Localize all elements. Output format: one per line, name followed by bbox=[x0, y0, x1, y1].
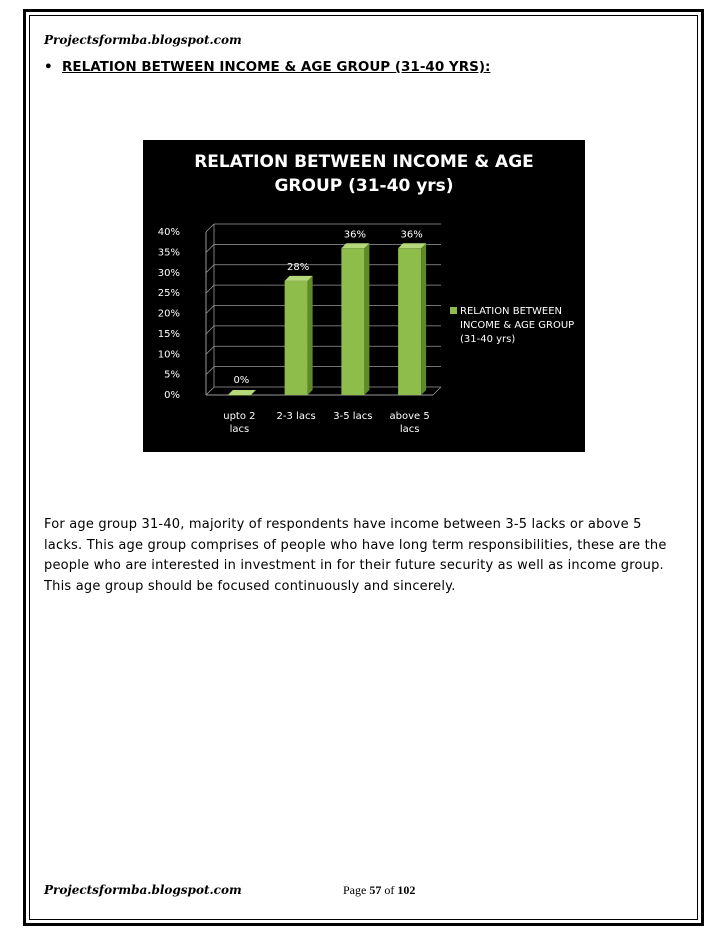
chart-gridline-side bbox=[206, 346, 214, 354]
page-number bbox=[343, 883, 415, 898]
chart-gridline-side bbox=[206, 367, 214, 375]
chart-bar bbox=[398, 248, 421, 395]
chart-y-tick-label: 20% bbox=[157, 308, 180, 320]
chart-y-tick-label: 15% bbox=[157, 328, 180, 340]
chart-y-tick-label: 25% bbox=[157, 288, 180, 300]
bullet-icon: • bbox=[44, 59, 53, 75]
footer-site-name: Projectsformba.blogspot.com bbox=[44, 883, 242, 897]
section-heading-text: RELATION BETWEEN INCOME & AGE GROUP (31-40 YRS): bbox=[62, 59, 491, 75]
chart-gridline-side bbox=[206, 265, 214, 273]
chart-title-line: GROUP (31-40 yrs) bbox=[274, 176, 454, 196]
chart-x-tick-label: 2-3 lacs bbox=[276, 411, 316, 422]
chart-gridline-side bbox=[206, 285, 214, 293]
chart-legend-label: INCOME & AGE GROUP bbox=[460, 320, 575, 331]
chart-x-tick-label: 3-5 lacs bbox=[333, 411, 373, 422]
income-age-chart bbox=[143, 140, 585, 452]
chart-gridline-side bbox=[206, 306, 214, 314]
chart-x-tick-label: above 5 bbox=[389, 411, 430, 422]
chart-bar-top bbox=[228, 390, 256, 395]
chart-y-tick-label: 5% bbox=[164, 369, 180, 381]
chart-data-label: 28% bbox=[287, 261, 310, 273]
chart-bar bbox=[341, 248, 364, 395]
header-site-name: Projectsformba.blogspot.com bbox=[44, 33, 242, 47]
chart-bar-side bbox=[421, 243, 426, 395]
chart-bar bbox=[228, 395, 251, 396]
chart-gridline-side bbox=[206, 326, 214, 334]
chart-bar-side bbox=[364, 243, 369, 395]
page-prefix: Page bbox=[343, 883, 367, 897]
page-of: of bbox=[384, 883, 395, 897]
chart-x-tick-label: upto 2 bbox=[223, 411, 256, 422]
chart-bar bbox=[285, 281, 308, 395]
chart-x-tick-label: lacs bbox=[229, 424, 250, 435]
chart-x-tick-label: lacs bbox=[399, 424, 420, 435]
chart-legend-label: RELATION BETWEEN bbox=[460, 306, 563, 317]
chart-data-label: 0% bbox=[233, 375, 250, 386]
page-current: 57 bbox=[369, 883, 382, 897]
chart-floor-edge bbox=[433, 387, 441, 395]
chart-data-label: 36% bbox=[400, 229, 423, 241]
chart-legend-swatch bbox=[450, 307, 457, 314]
chart-title-line: RELATION BETWEEN INCOME & AGE bbox=[194, 152, 534, 172]
page-total: 102 bbox=[397, 883, 416, 897]
chart-y-tick-label: 10% bbox=[157, 349, 180, 361]
chart-legend-label: (31-40 yrs) bbox=[460, 334, 516, 345]
section-heading bbox=[44, 59, 490, 75]
chart-gridline-side bbox=[206, 224, 214, 232]
chart-svg bbox=[143, 140, 585, 452]
chart-data-label: 36% bbox=[343, 229, 366, 241]
chart-bar-side bbox=[308, 276, 313, 395]
chart-gridline-side bbox=[206, 387, 214, 395]
chart-y-tick-label: 0% bbox=[164, 390, 180, 401]
chart-gridline-side bbox=[206, 244, 214, 252]
chart-y-tick-label: 30% bbox=[157, 267, 180, 279]
chart-y-tick-label: 35% bbox=[157, 247, 180, 259]
chart-y-tick-label: 40% bbox=[157, 227, 180, 238]
analysis-paragraph: For age group 31-40, majority of respondents have income between 3-5 lacks or above 5 lacks. This age group comprises of people who have long term responsibilities, these are the people who are interested in investment in for their future security as well as income group. This age group should be focused continuously and sincerely. bbox=[44, 517, 667, 594]
